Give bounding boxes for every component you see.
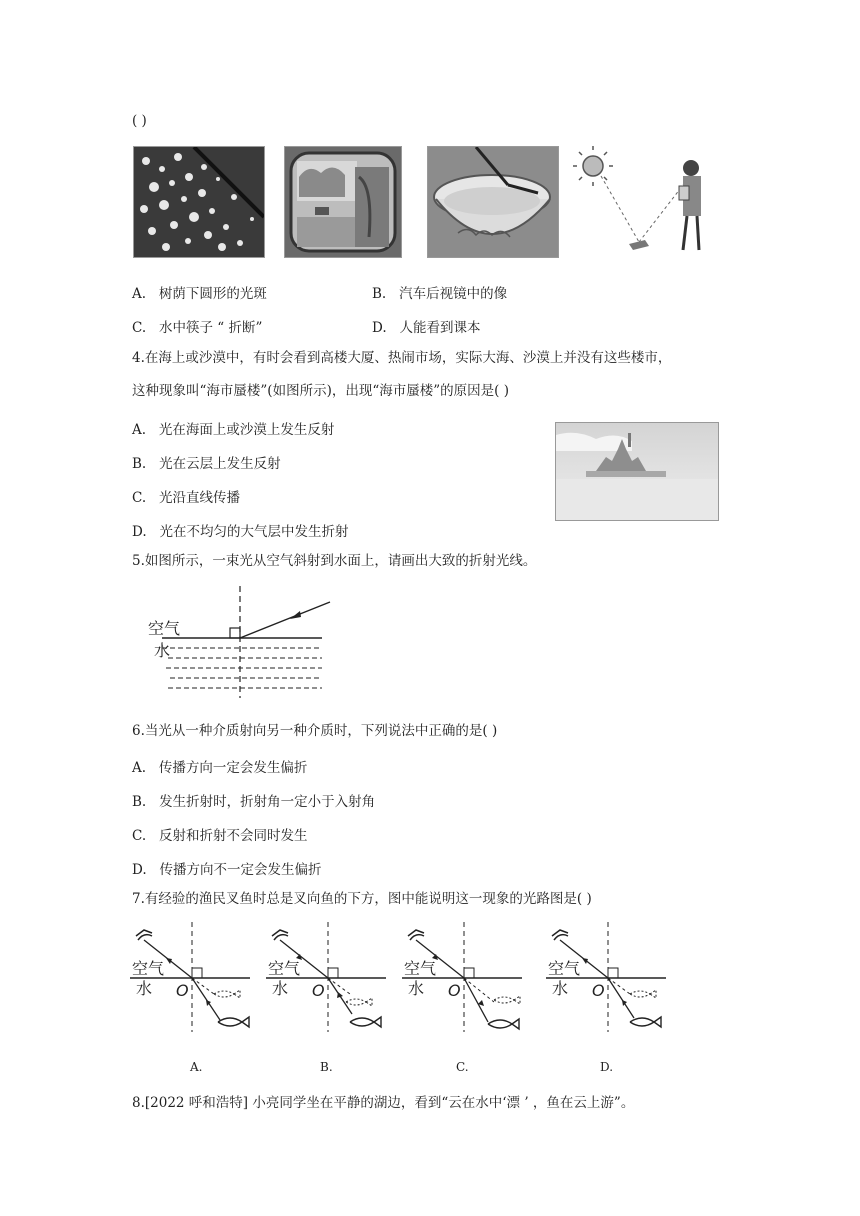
option-text: 传播方向不一定会发生偏折 <box>159 862 322 878</box>
car-mirror-photo <box>284 146 402 258</box>
q4-option-a <box>132 418 334 438</box>
option-text: 光在不均匀的大气层中发生折射 <box>159 524 349 540</box>
q7-diagram-b <box>266 922 394 1034</box>
q7-diagram-c <box>402 922 530 1034</box>
q4-option-d <box>132 520 349 540</box>
option-text: 光在云层上发生反射 <box>159 456 281 472</box>
q6-option-a <box>132 756 307 776</box>
option-text: 发生折射时，折射角一定小于入射角 <box>159 794 376 810</box>
label-air: 空气 <box>132 959 165 978</box>
label-air: 空气 <box>148 619 181 638</box>
q6-option-d <box>132 858 322 878</box>
q4-option-c <box>132 486 240 506</box>
option-letter: B. <box>132 456 147 472</box>
fish-image-icon <box>494 996 520 1004</box>
option-letter: B. <box>132 794 147 810</box>
eye-icon <box>552 930 568 940</box>
option-letter: D. <box>132 524 147 540</box>
option-text: 光沿直线传播 <box>159 490 241 506</box>
option-text: 反射和折射不会同时发生 <box>159 828 308 844</box>
eye-icon <box>136 930 152 940</box>
q6-option-c <box>132 824 308 844</box>
label-o: O <box>448 981 461 1000</box>
option-text: 汽车后视镜中的像 <box>399 286 508 302</box>
caption-a: A. <box>190 1060 203 1074</box>
label-o: O <box>176 981 189 1000</box>
caption-b: B. <box>320 1060 333 1074</box>
incident-ray <box>240 602 330 638</box>
q3-option-c <box>132 316 262 336</box>
fish-image-icon <box>214 990 240 998</box>
eye-icon <box>408 930 424 940</box>
label-air: 空气 <box>548 959 581 978</box>
label-air: 空气 <box>268 959 301 978</box>
q3-stem: ( ) <box>132 113 147 129</box>
label-water: 水 <box>154 641 171 660</box>
tree-shade-photo <box>133 146 265 258</box>
fish-icon <box>488 1019 519 1029</box>
q3-option-b <box>372 282 507 302</box>
option-letter: A. <box>132 760 147 776</box>
sun-book-girl-illustration <box>573 146 723 258</box>
q3-option-d <box>372 316 481 336</box>
option-text: 水中筷子 “ 折断” <box>159 320 263 336</box>
option-text: 传播方向一定会发生偏折 <box>158 760 308 776</box>
eye-icon <box>272 930 288 940</box>
fish-icon <box>630 1017 661 1027</box>
q7-diagram-d <box>546 922 674 1034</box>
label-water: 水 <box>408 979 425 998</box>
option-text: 树荫下圆形的光斑 <box>158 286 267 302</box>
label-o: O <box>592 981 605 1000</box>
option-letter: D. <box>372 320 387 336</box>
option-text: 光在海面上或沙漠上发生反射 <box>158 422 335 438</box>
option-letter: B. <box>372 286 387 302</box>
label-o: O <box>312 981 325 1000</box>
fish-image-icon <box>630 990 656 998</box>
chopsticks-bowl-photo <box>427 146 559 258</box>
label-water: 水 <box>136 979 153 998</box>
q6-stem: 6.当光从一种介质射向另一种介质时，下列说法中正确的是( ) <box>132 723 498 739</box>
refraction-diagram <box>140 586 340 702</box>
q4-option-b <box>132 452 281 472</box>
option-letter: A. <box>132 422 147 438</box>
fish-icon <box>218 1017 249 1027</box>
water-lines <box>162 648 322 688</box>
right-angle-mark <box>230 628 240 638</box>
caption-c: C. <box>456 1060 469 1074</box>
option-letter: C. <box>132 320 147 336</box>
q3-option-a <box>132 282 267 302</box>
q5-stem: 5.如图所示，一束光从空气斜射到水面上，请画出大致的折射光线。 <box>132 553 537 569</box>
fish-image-icon <box>346 998 372 1006</box>
option-letter: A. <box>132 286 147 302</box>
fish-icon <box>350 1017 381 1027</box>
label-water: 水 <box>272 979 289 998</box>
ray-arrow <box>290 611 301 619</box>
option-text: 人能看到课本 <box>399 320 481 336</box>
option-letter: D. <box>132 862 147 878</box>
q8-stem: 8.[2022 呼和浩特] 小亮同学坐在平静的湖边，看到“云在水中‘漂 ’ ，鱼在云上游”。 <box>132 1095 635 1111</box>
q7-diagram-a <box>130 922 258 1034</box>
option-letter: C. <box>132 828 147 844</box>
mirage-photo <box>555 422 719 521</box>
q4-stem-line1: 4.在海上或沙漠中，有时会看到高楼大厦、热闹市场，实际大海、沙漠上并没有这些楼市， <box>132 350 672 366</box>
q7-stem: 7.有经验的渔民叉鱼时总是叉向鱼的下方，图中能说明这一现象的光路图是( ) <box>132 891 592 907</box>
caption-d: D. <box>600 1060 614 1074</box>
q4-stem-line2: 这种现象叫“海市蜃楼”(如图所示)，出现“海市蜃楼”的原因是( ) <box>132 383 509 399</box>
q6-option-b <box>132 790 375 810</box>
label-air: 空气 <box>404 959 437 978</box>
option-letter: C. <box>132 490 147 506</box>
label-water: 水 <box>552 979 569 998</box>
